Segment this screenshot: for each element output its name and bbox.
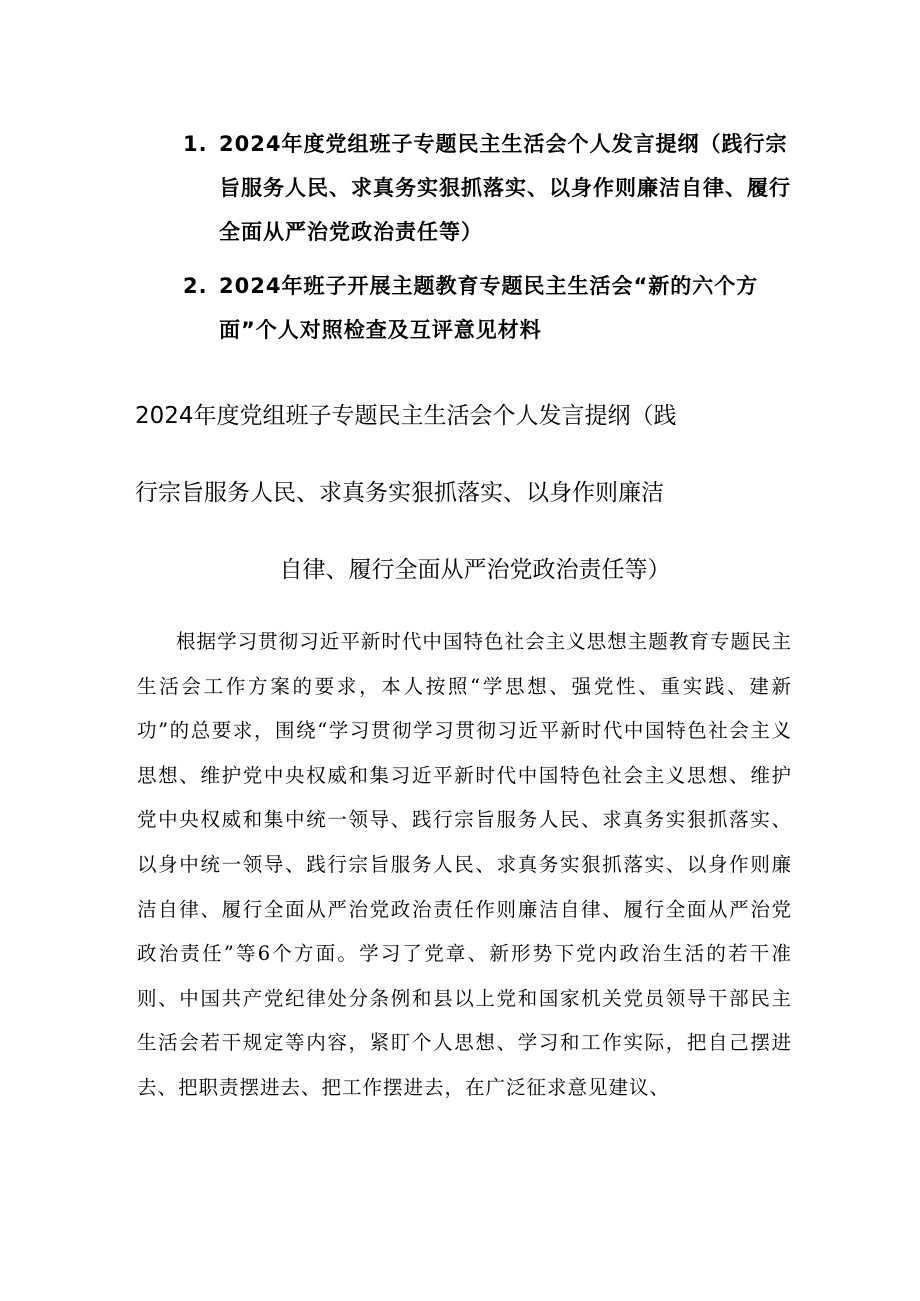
toc-item-number: 1. [183,132,208,156]
toc-item[interactable] [183,264,803,352]
toc-item[interactable] [183,122,803,254]
toc-item-number: 2. [183,274,208,298]
body-paragraph: 根据学习贯彻习近平新时代中国特色社会主义思想主题教育专题民主生活会工作方案的要求，本人按照“学思想、强党性、重实践、建新功”的总要求，围绕“学习贯彻学习贯彻习近平新时代中国特色社会主义思想、维护党中央权威和集习近平新时代中国特色社会主义思想、维护党中央权威和集中统一领导、践行宗旨服务人民、求真务实狠抓落实、以身中统一领导、践行宗旨服务人民、求真务实狠抓落实、以身作则廉洁自律、履行全面从严治党政治责任作则廉洁自律、履行全面从严治党政治责任”等6个方面。学习了党章、新形势下党内政治生活的若干准则、中国共产党纪律处分条例和县以上党和国家机关党员领导干部民主生活会若干规定等内容，紧盯个人思想、学习和工作实际，把自己摆进去、把职责摆进去、把工作摆进去，在广泛征求意见建议、 [137,630,792,1099]
title-line-3: 自律、履行全面从严治党政治责任等） [279,557,671,583]
toc-item-text: 2024年度党组班子专题民主生活会个人发言提纲（践行宗旨服务人民、求真务实狠抓落实、以身作则廉洁自律、履行全面从严治党政治责任等） [219,132,791,244]
table-of-contents [183,122,803,352]
document-title [135,405,745,596]
title-line-1: 2024年度党组班子专题民主生活会个人发言提纲（践 [135,403,677,429]
toc-item-text: 2024年班子开展主题教育专题民主生活会“新的六个方面”个人对照检查及互评意见材料 [219,274,759,342]
title-line-2: 行宗旨服务人民、求真务实狠抓落实、以身作则廉洁 [135,480,664,506]
